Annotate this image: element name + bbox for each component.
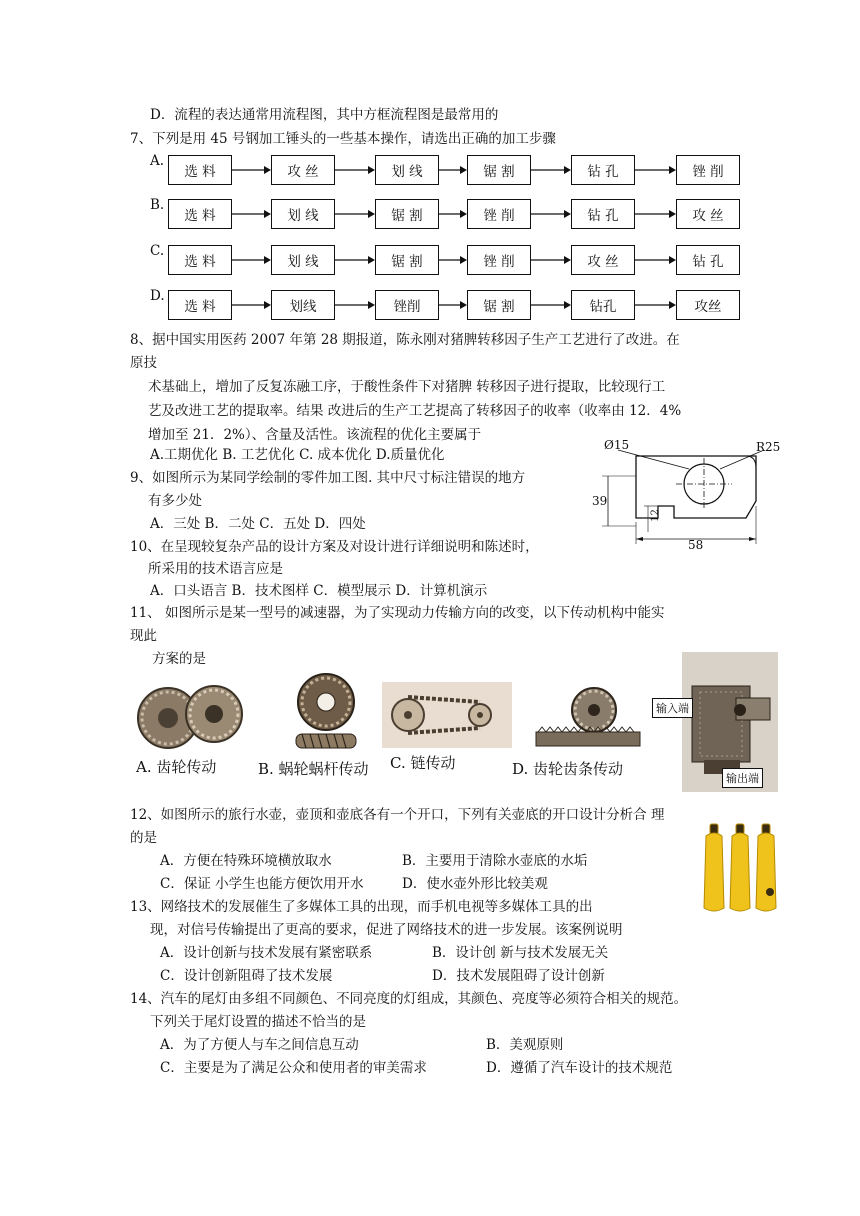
q7-flow-arrow: [335, 300, 375, 310]
q7-step-box: 选 料: [168, 245, 232, 275]
q7-flow-arrow: [232, 209, 271, 219]
q7-step-box: 攻 丝: [271, 155, 335, 185]
q9-options: A．三处 B．二处 C．五处 D．四处: [150, 516, 366, 532]
q7-flow-arrow: [531, 165, 571, 175]
q7-option-label: D.: [150, 288, 165, 304]
q7-step-box: 锯 割: [467, 155, 531, 185]
q7-step-box: 攻 丝: [571, 245, 635, 275]
q7-step-box: 锉削: [375, 290, 439, 320]
q7-option-label: A.: [150, 153, 165, 169]
q13-option-a: A．设计创新与技术发展有紧密联系: [160, 945, 373, 961]
q7-stem: 7、下列是用 45 号钢加工锤头的一些基本操作，请选出正确的加工步骤: [130, 131, 556, 147]
caption-a: A. 齿轮传动: [136, 758, 217, 776]
q7-flow-arrow: [232, 255, 271, 265]
q12-option-c: C．保证 小学生也能方便饮用开水: [160, 876, 364, 892]
q14-line1: 14、汽车的尾灯由多组不同颜色、不同亮度的灯组成，其颜色、亮度等必须符合相关的规范。: [130, 991, 688, 1007]
dim-r25: R25: [756, 440, 781, 454]
q13-option-d: D．技术发展阻碍了设计创新: [432, 968, 605, 984]
q9-line2: 有多少处: [148, 493, 202, 509]
q8-options: A.工期优化 B. 工艺优化 C. 成本优化 D.质量优化: [150, 447, 445, 463]
q7-step-box: 攻丝: [676, 290, 740, 320]
q7-step-box: 划 线: [375, 155, 439, 185]
q7-step-box: 选 料: [168, 155, 232, 185]
q7-step-box: 钻 孔: [571, 155, 635, 185]
q12-option-a: A．方便在特殊环境横放取水: [160, 853, 332, 869]
dim-58: 58: [688, 538, 704, 552]
q7-step-box: 攻 丝: [676, 199, 740, 229]
q7-step-box: 锯 割: [467, 290, 531, 320]
q7-flow-arrow: [439, 209, 467, 219]
caption-b: B. 蜗轮蜗杆传动: [258, 760, 369, 778]
q7-step-box: 锉 削: [676, 155, 740, 185]
q7-step-box: 锉 削: [467, 199, 531, 229]
q8-line3: 术基础上，增加了反复冻融工序，于酸性条件下对猪脾 转移因子进行提取，比较现行工: [148, 379, 666, 395]
dim-39: 39: [592, 494, 608, 508]
q7-flow-arrow: [635, 165, 676, 175]
q13-line2: 现，对信号传输提出了更高的要求，促进了网络技术的进一步发展。该案例说明: [150, 922, 623, 938]
q7-step-box: 锯 割: [375, 245, 439, 275]
q14-option-d: D．遵循了汽车设计的技术规范: [486, 1060, 673, 1076]
q7-flow-arrow: [439, 300, 467, 310]
q9-line1: 9、如图所示为某同学绘制的零件加工图. 其中尺寸标注错误的地方: [130, 470, 526, 486]
q12-line2: 的是: [130, 830, 157, 846]
q11-line1: 11、 如图所示是某一型号的减速器，为了实现动力传输方向的改变，以下传动机构中能实: [130, 605, 665, 621]
q12-option-b: B．主要用于清除水壶底的水垢: [402, 853, 588, 869]
q12-line1: 12、如图所示的旅行水壶，壶顶和壶底各有一个开口，下列有关壶底的开口设计分析合 理: [130, 807, 665, 823]
q13-option-b: B．设计创 新与技术发展无关: [432, 945, 609, 961]
q6-option-d: D．流程的表达通常用流程图，其中方框流程图是最常用的: [150, 107, 499, 123]
q8-line2: 原技: [130, 355, 157, 371]
q7-step-box: 锉 削: [467, 245, 531, 275]
q7-flow-arrow: [335, 255, 375, 265]
q7-option-label: C.: [150, 243, 165, 259]
q7-step-box: 钻 孔: [676, 245, 740, 275]
q7-flow-arrow: [439, 255, 467, 265]
q9-part-drawing: [592, 436, 796, 552]
q7-flow-arrow: [531, 255, 571, 265]
q7-flow-arrow: [635, 255, 676, 265]
q10-options: A．口头语言 B．技术图样 C．模型展示 D．计算机演示: [150, 583, 488, 599]
q13-line1: 13、网络技术的发展催生了多媒体工具的出现，而手机电视等多媒体工具的出: [130, 899, 593, 915]
q7-flow-arrow: [335, 209, 375, 219]
q14-line2: 下列关于尾灯设置的描述不恰当的是: [150, 1014, 366, 1030]
q8-line1: 8、据中国实用医药 2007 年第 28 期报道，陈永刚对猪脾转移因子生产工艺进行了改进。在: [130, 332, 680, 348]
q7-step-box: 选 料: [168, 290, 232, 320]
q14-option-b: B．美观原则: [486, 1037, 564, 1053]
dim-12: 12: [649, 509, 661, 522]
rack-pinion-image: [532, 684, 644, 754]
q14-option-c: C．主要是为了满足公众和使用者的审美需求: [160, 1060, 427, 1076]
q7-flow-arrow: [635, 209, 676, 219]
q7-flow-arrow: [635, 300, 676, 310]
worm-gear-image: [290, 668, 360, 756]
q10-line2: 所采用的技术语言应是: [148, 561, 283, 577]
q7-flow-arrow: [335, 165, 375, 175]
travel-kettle-image: [700, 822, 782, 916]
q7-option-label: B.: [150, 197, 165, 213]
q7-flow-arrow: [232, 300, 271, 310]
q13-option-c: C．设计创新阻碍了技术发展: [160, 968, 333, 984]
caption-d: D. 齿轮齿条传动: [512, 760, 624, 778]
q7-step-box: 划线: [271, 290, 335, 320]
q7-step-box: 锯 割: [375, 199, 439, 229]
q8-line5: 增加至 21．2%）、含量及活性。该流程的优化主要属于: [148, 427, 482, 443]
q8-line4: 艺及改进工艺的提取率。结果 改进后的生产工艺提高了转移因子的收率（收率由 12．4%: [148, 403, 682, 419]
q7-step-box: 划 线: [271, 199, 335, 229]
q7-flow-arrow: [531, 209, 571, 219]
q7-step-box: 选 料: [168, 199, 232, 229]
q11-line2: 现此: [130, 628, 157, 644]
q7-flow-arrow: [439, 165, 467, 175]
q7-step-box: 钻 孔: [571, 199, 635, 229]
q14-option-a: A．为了方便人与车之间信息互动: [160, 1037, 359, 1053]
q10-line1: 10、在呈现较复杂产品的设计方案及对设计进行详细说明和陈述时，: [130, 539, 539, 555]
q7-flow-arrow: [531, 300, 571, 310]
q11-line3: 方案的是: [152, 651, 206, 667]
q7-step-box: 划 线: [271, 245, 335, 275]
q12-option-d: D．使水壶外形比较美观: [402, 876, 548, 892]
q7-flow-arrow: [232, 165, 271, 175]
chain-drive-image: [382, 682, 512, 748]
q7-step-box: 钻孔: [571, 290, 635, 320]
output-end-label: 输出端: [722, 768, 763, 788]
dim-d15: Ø15: [604, 438, 630, 452]
input-end-label: 输入端: [652, 698, 693, 718]
gear-transmission-image: [130, 676, 250, 754]
caption-c: C. 链传动: [390, 754, 456, 772]
